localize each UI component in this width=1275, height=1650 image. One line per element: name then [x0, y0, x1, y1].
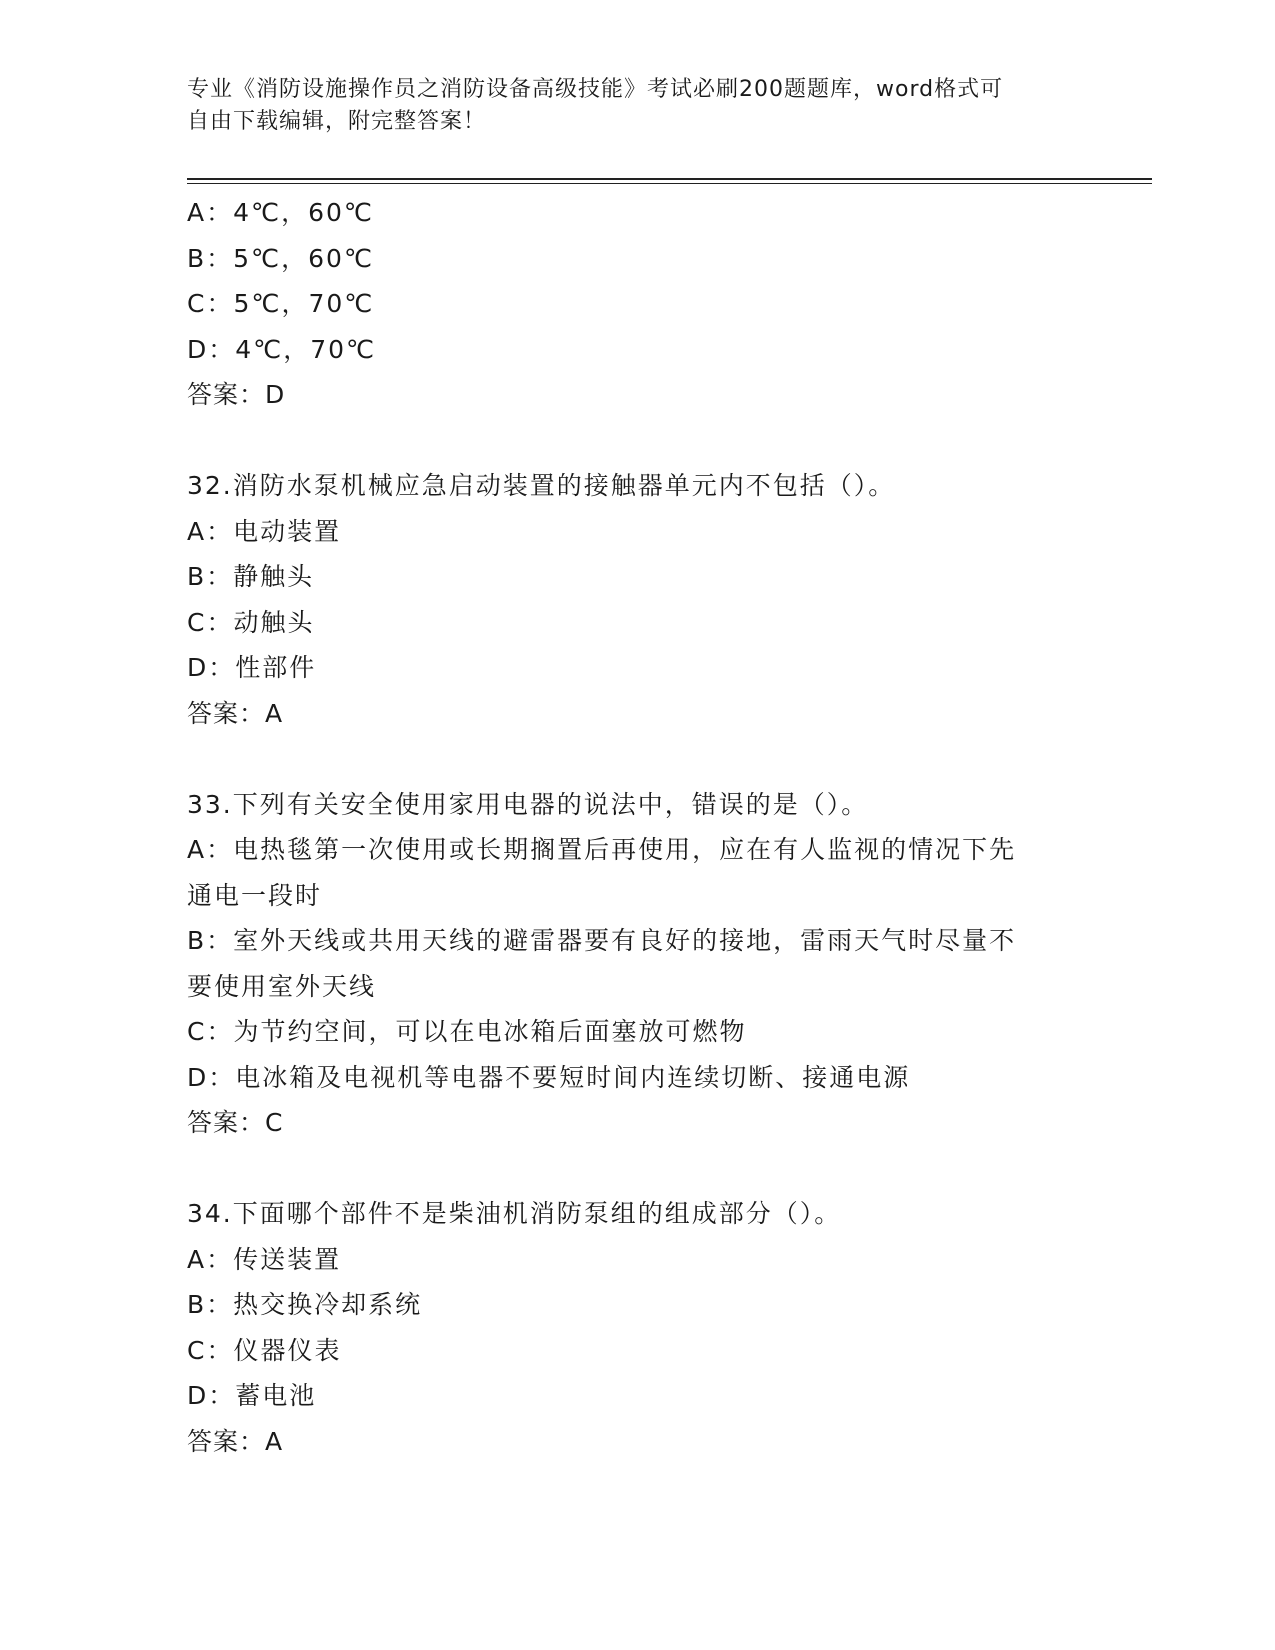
header-line-1: 专业《消防设施操作员之消防设备高级技能》考试必刷200题题库，word格式可 [187, 77, 1004, 102]
header-divider [187, 178, 1152, 184]
q33-option-c: C：为节约空间，可以在电冰箱后面塞放可燃物 [187, 1017, 747, 1046]
q32-option-c: C：动触头 [187, 607, 315, 637]
document-header [187, 74, 1087, 138]
q34-option-d: D：蓄电池 [187, 1381, 317, 1410]
q33-question: 33.下列有关安全使用家用电器的说法中，错误的是（）。 [187, 789, 869, 819]
q33-option-d: D：电冰箱及电视机等电器不要短时间内连续切断、接通电源 [187, 1062, 911, 1092]
q34-option-c: C：仪器仪表 [187, 1335, 342, 1365]
q34-answer: 答案：A [187, 1426, 284, 1456]
q33-option-a-line-1: A：电热毯第一次使用或长期搁置后再使用，应在有人监视的情况下先 [187, 835, 1017, 864]
q33-option-b-line-1: B：室外天线或共用天线的避雷器要有良好的接地，雷雨天气时尽量不 [187, 926, 1017, 955]
q32-question: 32.消防水泵机械应急启动装置的接触器单元内不包括（）。 [187, 471, 896, 500]
header-line-2: 自由下载编辑，附完整答案！ [187, 109, 487, 134]
spacer [187, 418, 1087, 464]
question-32-block [187, 463, 1087, 736]
spacer [187, 1146, 1087, 1192]
q33-option-b-line-2: 要使用室外天线 [187, 971, 377, 1001]
q32-option-b: B：静触头 [187, 562, 315, 591]
q31-option-b: B：5℃，60℃ [187, 243, 375, 273]
q32-option-a: A：电动装置 [187, 516, 342, 546]
q31-option-a: A：4℃，60℃ [187, 198, 374, 227]
q32-option-d: D：性部件 [187, 653, 317, 682]
q34-option-b: B：热交换冷却系统 [187, 1290, 423, 1319]
q34-option-a: A：传送装置 [187, 1244, 342, 1274]
question-33-block [187, 782, 1087, 1146]
q31-answer: 答案：D [187, 380, 286, 409]
q32-answer: 答案：A [187, 698, 284, 728]
q33-answer: 答案：C [187, 1108, 284, 1137]
spacer [187, 736, 1087, 782]
q31-option-c: C：5℃，70℃ [187, 289, 375, 318]
q33-option-a-line-2: 通电一段时 [187, 880, 323, 910]
question-34-block [187, 1191, 1087, 1464]
question-list [187, 190, 1087, 1464]
q31-option-d: D：4℃，70℃ [187, 334, 377, 364]
q34-question: 34.下面哪个部件不是柴油机消防泵组的组成部分（）。 [187, 1199, 842, 1228]
question-31-block [187, 190, 1087, 418]
